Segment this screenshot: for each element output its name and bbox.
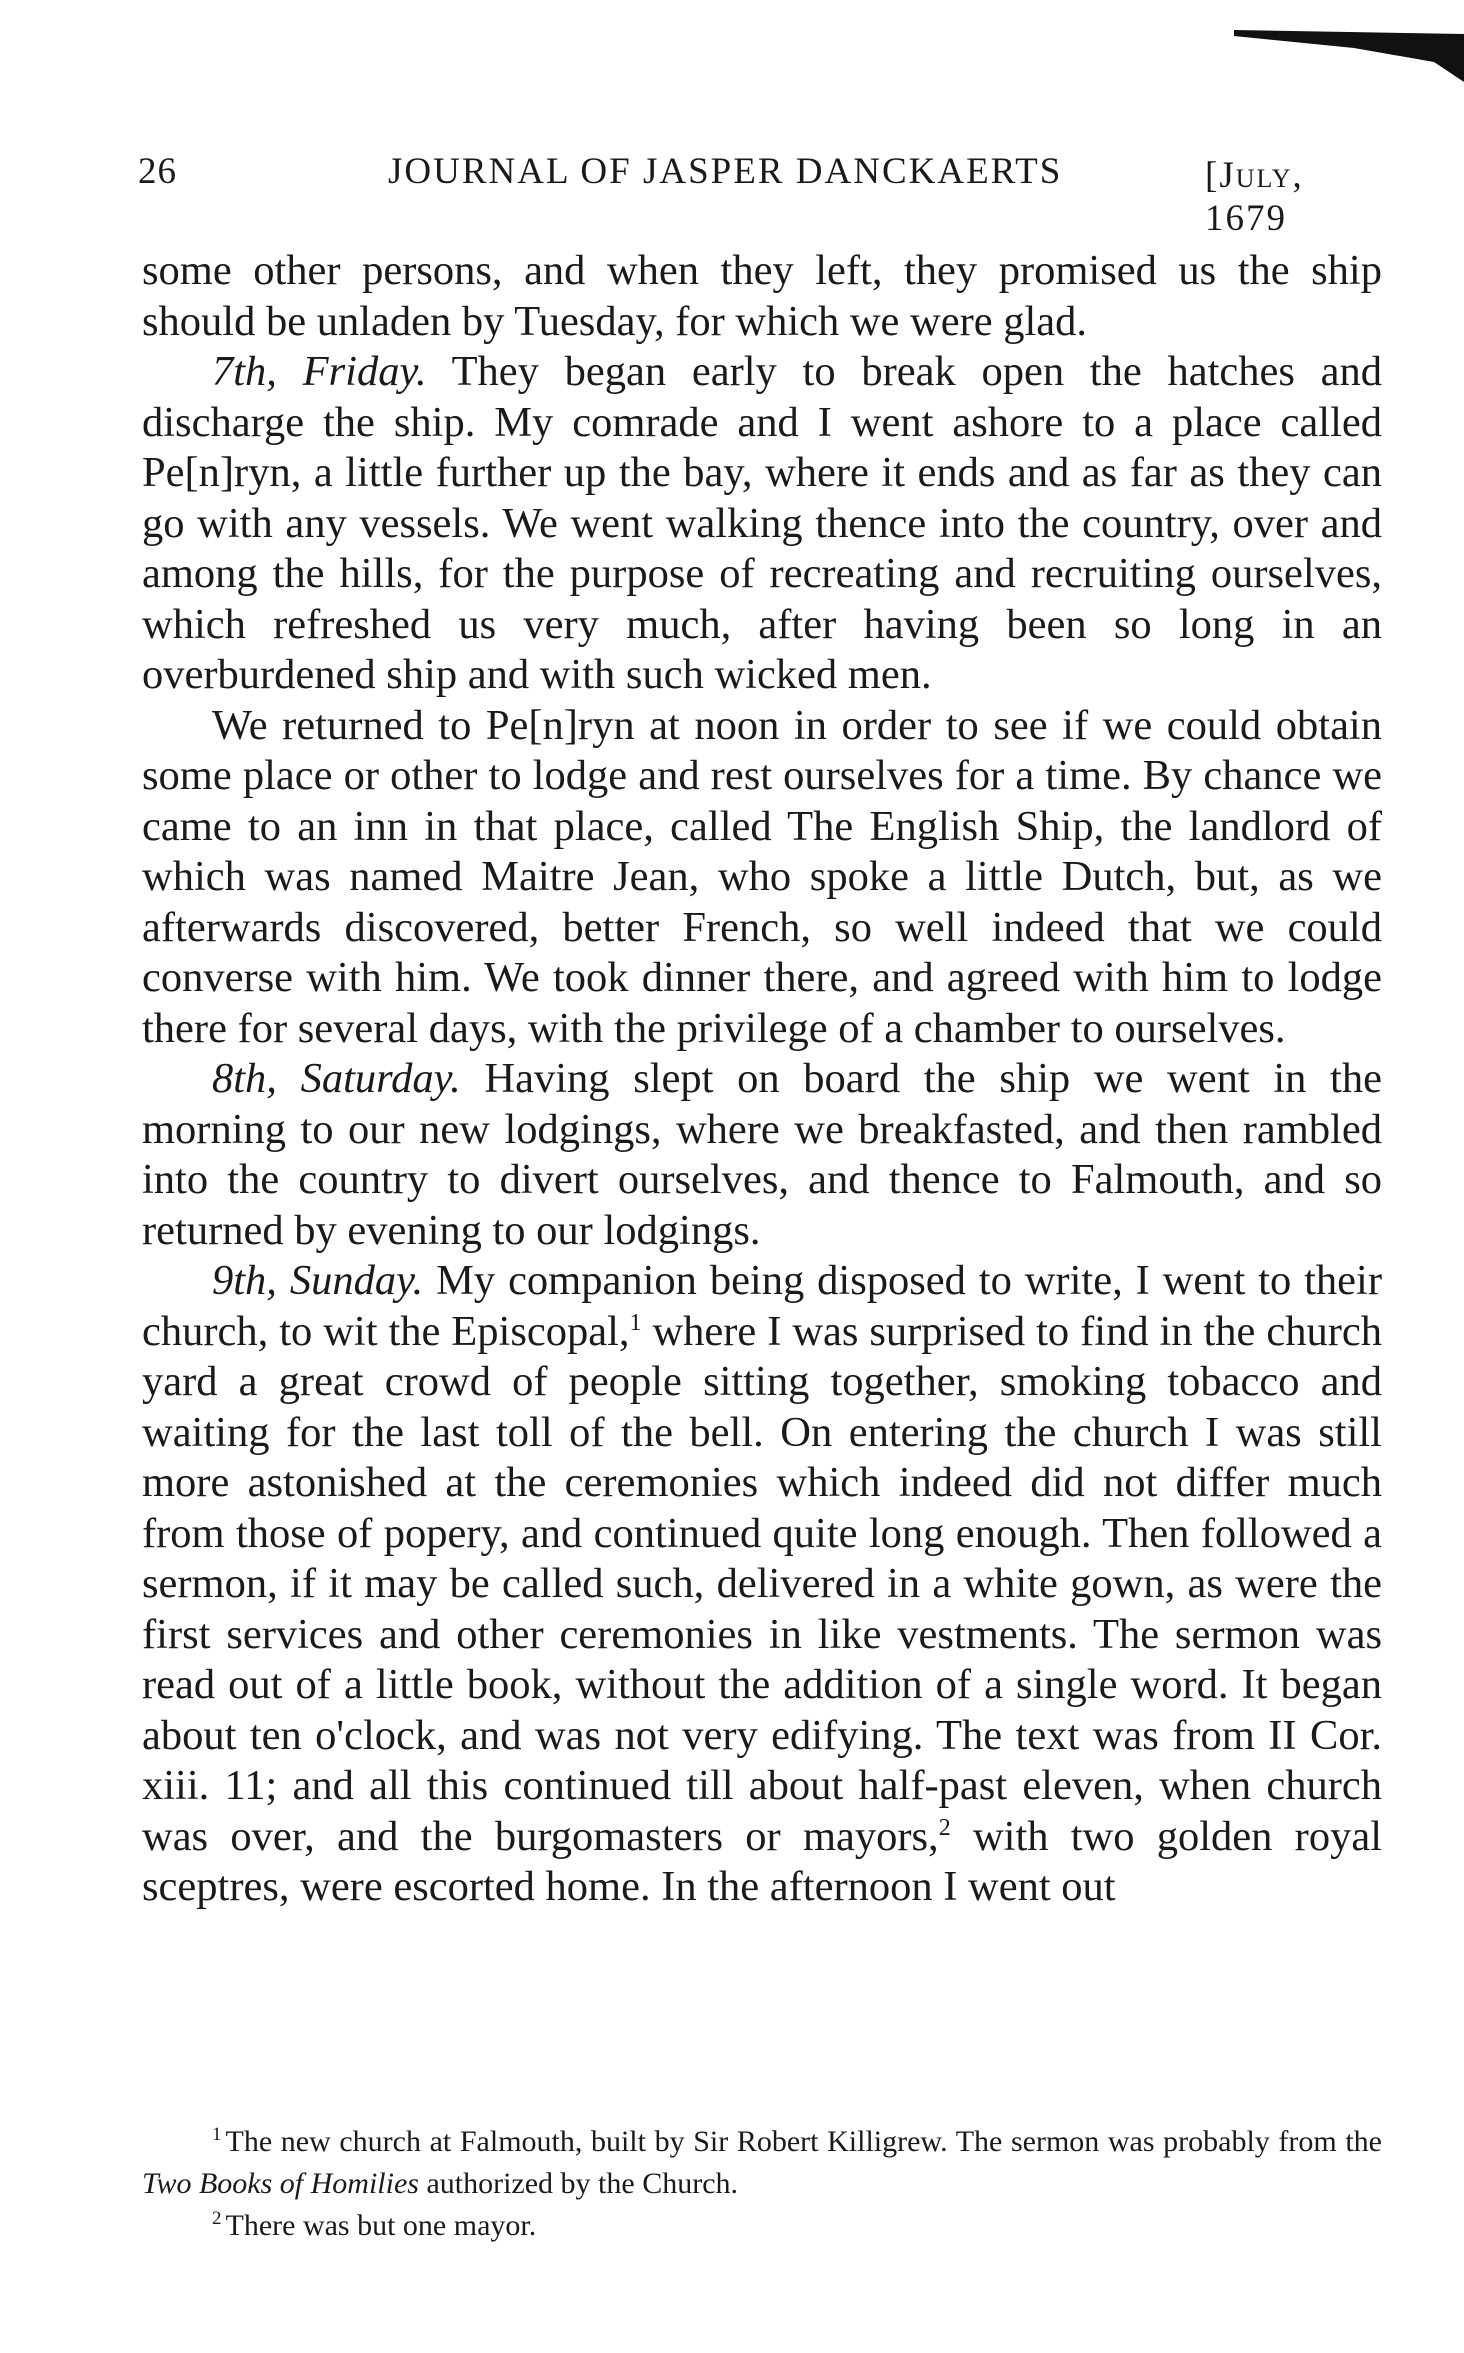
page-number: 26 — [138, 151, 177, 192]
footnote-1 — [142, 2121, 1382, 2205]
footnote-number: 2 — [212, 2208, 222, 2229]
running-date: [July, 1679 — [1205, 155, 1304, 239]
paragraph-penryn-inn — [142, 701, 1382, 1055]
paragraph-9th-sunday — [142, 1256, 1382, 1913]
paragraph-text: We returned to Pe[n]ryn at noon in order to see if we could obtain some place or other to lodge and rest ourselves for a time. By chance we came to an inn in that place, called The English Ship, the landlord of which was named Maitre Jean, who spoke a little Dutch, but, as we afterwards discovered, better French, so well indeed that we could converse with him. We took dinner there, and agreed with him to lodge there for several days, with the privilege of a chamber to ourselves. — [142, 701, 1382, 1052]
paragraph-continued — [142, 246, 1382, 347]
entry-date: 9th, Sunday. — [212, 1257, 424, 1304]
body-text — [142, 246, 1382, 1913]
running-head — [138, 150, 1388, 239]
paragraph-7th-friday — [142, 347, 1382, 701]
entry-date: 7th, Friday. — [212, 348, 427, 395]
entry-date: 8th, Saturday. — [212, 1055, 461, 1102]
footnote-2 — [142, 2205, 1382, 2247]
footnote-ref-2: 2 — [938, 1814, 951, 1841]
paragraph-8th-saturday — [142, 1054, 1382, 1256]
footnote-italic-title: Two Books of Homilies — [142, 2167, 419, 2200]
paragraph-text: some other persons, and when they left, they promised us the ship should be unladen by Tuesday, for which we were glad. — [142, 247, 1382, 345]
paragraph-text: Having slept on board the ship we went in the morning to our new lodgings, where we breakfasted, and then rambled into the country to divert ourselves, and thence to Falmouth, and so returned by evening to our lodgings. — [142, 1055, 1382, 1254]
footnote-text: authorized by the Church. — [418, 2167, 739, 2200]
footnotes — [142, 2121, 1382, 2247]
footnote-number: 1 — [212, 2124, 222, 2145]
footnote-text: There was but one mayor. — [225, 2209, 537, 2242]
paragraph-text: with two golden royal sceptres, were escorted home. In the afternoon I went out — [142, 1812, 1382, 1910]
running-title: JOURNAL OF JASPER DANCKAERTS — [388, 151, 1063, 192]
paragraph-text: They began early to break open the hatches and discharge the ship. My comrade and I went ashore to a place called Pe[n]ryn, a little further up the bay, where it ends and as far as they can go with any vessels. We went walking thence into the country, over and among the hills, for the purpose of recreating and recruiting ourselves, which refreshed us very much, after having been so long in an overburdened ship and with such wicked men. — [142, 348, 1382, 698]
page-edge-shadow — [1234, 22, 1464, 82]
footnote-text: The new church at Falmouth, built by Sir Robert Killigrew. The sermon was probably from the — [225, 2125, 1382, 2158]
footnote-ref-1: 1 — [629, 1309, 642, 1336]
paragraph-text: where I was surprised to find in the church yard a great crowd of people sitting together, smoking tobacco and waiting for the last toll of the bell. On entering the church I was still more astonished at the ceremonies which indeed did not differ much from those of popery, and continued quite long enough. Then followed a sermon, if it may be called such, delivered in a white gown, as were the first services and other ceremonies in like vestments. The sermon was read out of a little book, without the addition of a single word. It began about ten o'clock, and was not very edifying. The text was from II Cor. xiii. 11; and all this continued till about half-past eleven, when church was over, and the burgomasters or mayors, — [142, 1307, 1382, 1860]
paragraph-text: My companion being disposed to write, I went to their church, to wit the Episcopal, — [142, 1257, 1382, 1355]
